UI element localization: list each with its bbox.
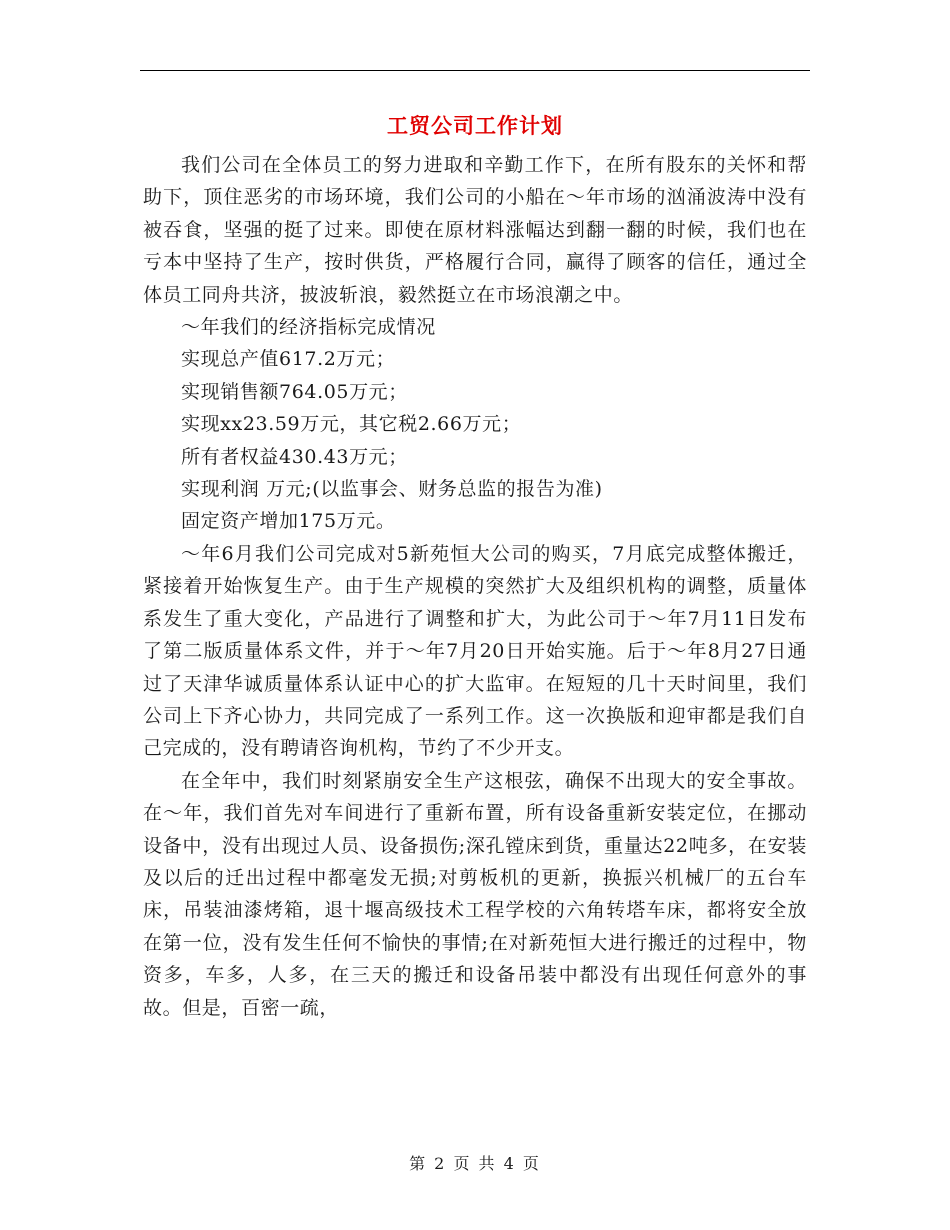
document-body bbox=[143, 149, 807, 1024]
indicator-item-equity: 所有者权益430.43万元； bbox=[181, 445, 408, 468]
page-footer: 第 2 页 共 4 页 bbox=[409, 1154, 541, 1173]
document-title: 工贸公司工作计划 bbox=[387, 113, 563, 138]
indicator-item-tax: 实现xx23.59万元，其它税2.66万元； bbox=[181, 413, 522, 436]
indicator-item-profit: 实现利润 万元;(以监事会、财务总监的报告为准) bbox=[181, 478, 603, 501]
paragraph-safety: 在全年中，我们时刻紧崩安全生产这根弦，确保不出现大的安全事故。在～年，我们首先对车间进行了重新布置，所有设备重新安装定位，在挪动设备中，没有出现过人员、设备损伤;深孔镗床到货，重量达22吨多，在安装及以后的迁出过程中都毫发无损;对剪板机的更新，换振兴机械厂的五台车床，吊装油漆烤箱，退十堰高级技术工程学校的六角转塔车床，都将安全放在第一位，没有发生任何不愉快的事情;在对新苑恒大进行搬迁的过程中，物资多，车多，人多，在三天的搬迁和设备吊装中都没有出现任何意外的事故。但是，百密一疏， bbox=[143, 769, 807, 1019]
indicator-item-sales: 实现销售额764.05万元； bbox=[181, 380, 408, 403]
paragraph-intro: 我们公司在全体员工的努力进取和辛勤工作下，在所有股东的关怀和帮助下，顶住恶劣的市场环境，我们公司的小船在～年市场的汹涌波涛中没有被吞食，坚强的挺了过来。即使在原材料涨幅达到翻一翻的时候，我们也在亏本中坚持了生产，按时供货，严格履行合同，赢得了顾客的信任，通过全体员工同舟共济，披波斩浪，毅然挺立在市场浪潮之中。 bbox=[143, 154, 807, 306]
indicator-item-fixed-assets: 固定资产增加175万元。 bbox=[181, 510, 396, 533]
header-rule bbox=[140, 70, 810, 71]
indicator-item-output: 实现总产值617.2万元； bbox=[181, 348, 396, 371]
indicators-heading: ～年我们的经济指标完成情况 bbox=[181, 316, 436, 339]
paragraph-acquisition: ～年6月我们公司完成对5新苑恒大公司的购买，7月底完成整体搬迁，紧接着开始恢复生产。由于生产规模的突然扩大及组织机构的调整，质量体系发生了重大变化，产品进行了调整和扩大，为此公司于～年7月11日发布了第二版质量体系文件，并于～年7月20日开始实施。后于～年8月27日通过了天津华诚质量体系认证中心的扩大监审。在短短的几十天时间里，我们公司上下齐心协力，共同完成了一系列工作。这一次换版和迎审都是我们自己完成的，没有聘请咨询机构，节约了不少开支。 bbox=[143, 542, 807, 760]
